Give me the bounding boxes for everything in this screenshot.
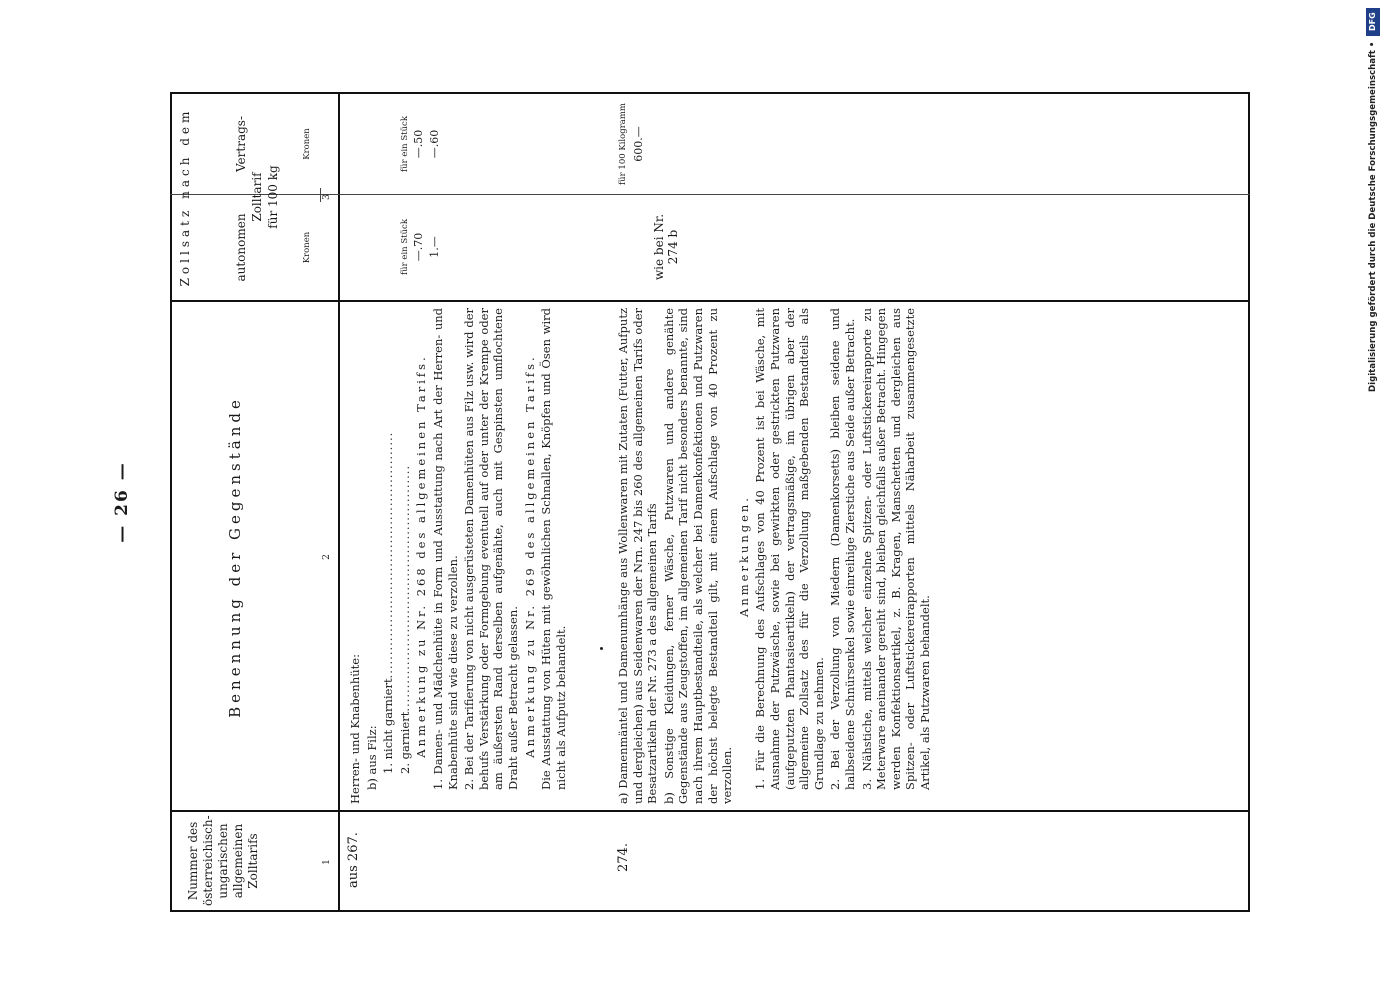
row-274-text: [616, 308, 934, 804]
header-currency-b: Kronen: [302, 128, 312, 160]
r267-treaty-unit: für ein Stück: [400, 116, 410, 172]
r274-b: b) Sonstige Kleidungen, ferner Wäsche, Putzwaren und andere genähte Gegenstände aus Zeugstoffen, im allgemeinen Tarif nicht besonders benannte, sind nach ihrem Hauptbestandteile, als welcher bei Damenkonfektionen und Putzwaren der höchst belegte Bestandteil gilt, mit einem Aufschlage von 40 Prozent zu verzollen.: [661, 308, 735, 804]
header-col2: Benennung der Gegenstände: [226, 396, 244, 718]
r267-auto1: —.70: [412, 232, 425, 262]
colnum-1: 1: [322, 859, 332, 865]
r267-treaty1: —.50: [412, 129, 425, 159]
tariff-table: [170, 92, 1250, 912]
dfg-logo: DFG: [1366, 8, 1380, 36]
r274-n1: 1. Für die Berechnung des Aufschlages von 40 Prozent ist bei Wäsche, mit Ausnahme der Putzwäsche, sowie bei gewirkten oder gestrickten Putzwaren (aufgeputzten Phantasieartikeln) der vertragsmäßige, im übrigen aber der allgemeine Zollsatz des für die Verzollung maßgebenden Bestandteils als Grundlage zu nehmen.: [753, 308, 826, 790]
r274-notes-head: Anmerkungen.: [736, 495, 751, 617]
r274-n3: 3. Nähstiche, mittels welcher einzelne Spitzen- oder Luftstickereirapporte zu Meterware aneinander gereiht sind, bleiben gleichfalls außer Betracht. Hingegen werden Konfektionsartikel, z. B. Kragen, Manschetten und dergleichen aus Spitzen- oder Luftstickereirapporten mittels Näharbeit zusammengesetzte Artikel, als Putzwaren behandelt.: [859, 308, 932, 790]
header-col3-title: Zollsatz nach dem: [178, 107, 192, 287]
colnum-2: 2: [322, 554, 332, 560]
header-col3-unit: für 100 kg: [266, 165, 280, 229]
r267-treaty2: —.60: [428, 129, 441, 159]
row-number-267: aus 267.: [346, 832, 361, 888]
header-col3a: autonomen: [234, 213, 248, 282]
r274-treaty-rate: 600.—: [632, 126, 645, 162]
r267-sub-b: b) aus Filz:: [364, 725, 379, 790]
header-col1: Nummer des österreichisch-ungarischen allgemeinen Zolltarifs: [186, 815, 260, 906]
r267-note-head: Anmerkung zu Nr. 268 des allgemeinen Tarifs.: [414, 354, 429, 758]
row-number-274: 274.: [616, 843, 631, 872]
r267-note3: Die Ausstattung von Hüten mit gewöhnlichen Schnallen, Knöpfen und Ösen wird nicht als Aufputz behandelt.: [539, 308, 568, 790]
r274-auto-rate: wie bei Nr. 274 b: [652, 213, 680, 281]
header-currency-a: Kronen: [302, 231, 312, 264]
colnum-3: 3: [322, 194, 332, 200]
page-number: — 26 —: [112, 461, 132, 543]
r267-auto-unit: für ein Stück: [400, 219, 410, 275]
row-267-text: [348, 308, 570, 804]
r267-item2: 2. garniert.....................................................: [397, 464, 412, 774]
r274-treaty-unit: für 100 Kilogramm: [618, 103, 628, 185]
r274-n2: 2. Bei der Verzollung von Miedern (Damenkorsetts) bleiben seidene und halbseidene Schnürsenkel sowie einreihige Zierstiche aus Seide außer Betracht.: [828, 308, 857, 790]
dfg-credit: [1364, 8, 1382, 392]
r267-auto2: 1.—: [428, 236, 441, 258]
header-col3b: Vertrags-: [234, 116, 248, 173]
r267-note2: 2. Bei der Tarifierung von nicht ausgerüsteten Damenhüten aus Filz usw. wird der behufs Verstärkung oder Formgebung eventuell auf oder unter der Krempe oder am äußersten Rand derselben aufgenähte, auch mit Gespinsten umflochtene Draht außer Betracht gelassen.: [462, 308, 520, 790]
r267-note-head2: Anmerkung zu Nr. 269 des allgemeinen Tarifs.: [522, 354, 537, 758]
header-col3-sub: Zolltarif: [250, 172, 264, 222]
r267-item1: 1. nicht garniert.....................................................: [381, 431, 396, 774]
dfg-credit-text: Digitalisierung gefördert durch die Deutsche Forschungsgemeinschaft •: [1368, 41, 1378, 392]
document-page: [112, 92, 1250, 912]
r267-title: Herren- und Knabenhüte:: [348, 654, 362, 804]
r267-note1: 1. Damen- und Mädchenhüte in Form und Ausstattung nach Art der Herren- und Knabenhüte sind wie diese zu verzollen.: [430, 308, 460, 790]
r274-a: a) Damenmäntel und Damenumhänge aus Wollenwaren mit Zutaten (Futter, Aufputz und dergleichen) aus Seidenwaren der Nrn. 247 bis 260 des allgemeinen Tarifs oder Besatzartikeln der Nr. 273 a des allgemeinen Tarifs: [616, 308, 660, 804]
